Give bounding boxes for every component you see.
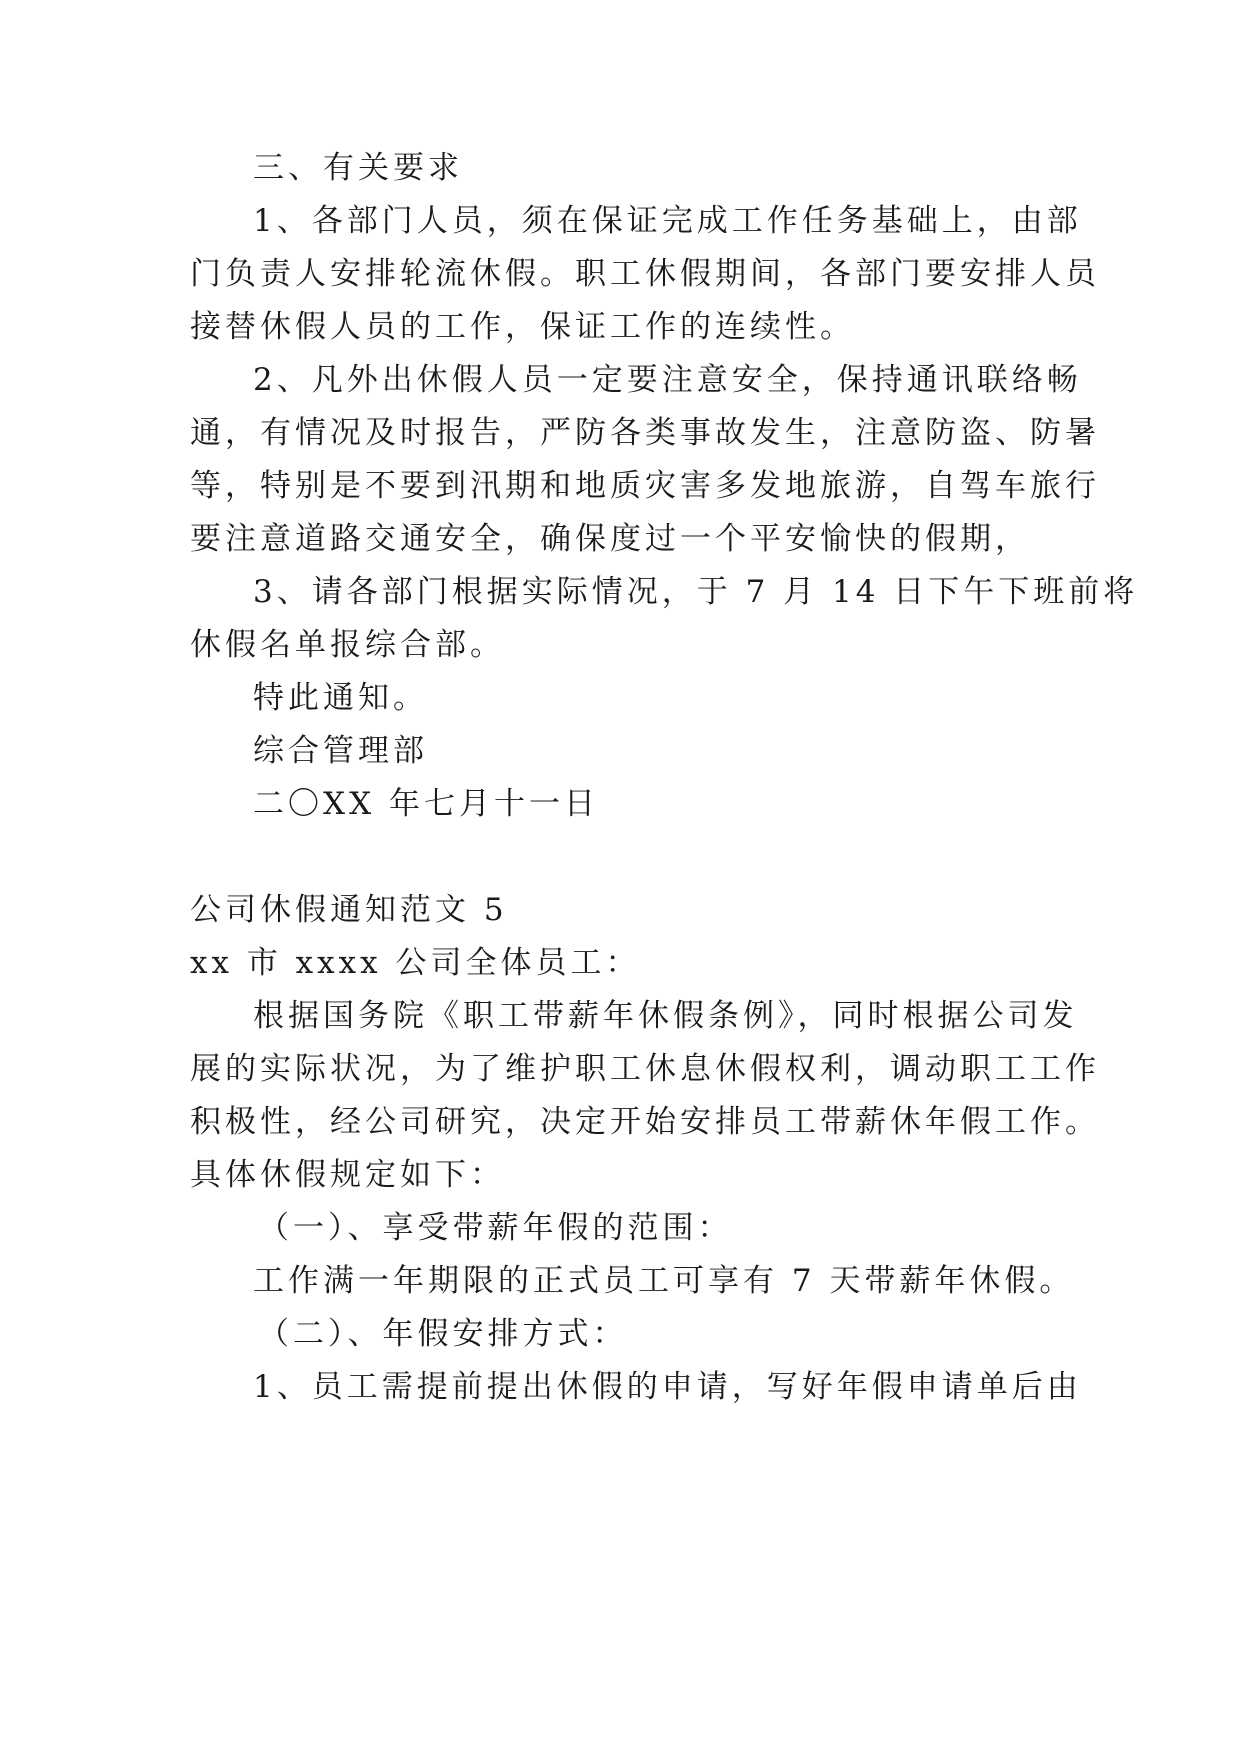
subsection-heading: （二）、年假安排方式： [258,1316,628,1352]
paragraph-line: 要注意道路交通安全，确保度过一个平安愉快的假期， [190,521,1030,557]
paragraph-line: 3、请各部门根据实际情况，于 7 月 14 日下午下班前将 [253,574,1139,610]
section-heading: 三、有关要求 [253,150,463,186]
sample-title: 公司休假通知范文 5 [190,892,508,928]
paragraph-line: 休假名单报综合部。 [190,627,505,663]
paragraph-line: 展的实际状况，为了维护职工休息休假权利，调动职工工作 [190,1051,1100,1087]
closing-line: 特此通知。 [253,680,428,716]
paragraph-line: 积极性，经公司研究，决定开始安排员工带薪休年假工作。 [190,1104,1100,1140]
paragraph-line: 根据国务院《职工带薪年休假条例》，同时根据公司发 [253,998,1078,1034]
paragraph-line: 工作满一年期限的正式员工可享有 7 天带薪年休假。 [253,1263,1075,1299]
paragraph-line: 2、凡外出休假人员一定要注意安全，保持通讯联络畅 [253,362,1082,398]
paragraph-line: 等，特别是不要到汛期和地质灾害多发地旅游，自驾车旅行 [190,468,1100,504]
paragraph-line: 门负责人安排轮流休假。职工休假期间，各部门要安排人员 [190,256,1100,292]
signature-department: 综合管理部 [253,733,428,769]
subsection-heading: （一）、享受带薪年假的范围： [258,1210,733,1246]
paragraph-line: 1、各部门人员，须在保证完成工作任务基础上，由部 [253,203,1082,239]
paragraph-line: 接替休假人员的工作，保证工作的连续性。 [190,309,855,345]
paragraph-line: 具体休假规定如下： [190,1157,505,1193]
signature-date: 二〇XX 年七月十一日 [253,786,599,822]
paragraph-line: 1、员工需提前提出休假的申请，写好年假申请单后由 [253,1369,1082,1405]
greeting-line: xx 市 xxxx 公司全体员工： [190,945,641,981]
paragraph-line: 通，有情况及时报告，严防各类事故发生，注意防盗、防暑 [190,415,1100,451]
